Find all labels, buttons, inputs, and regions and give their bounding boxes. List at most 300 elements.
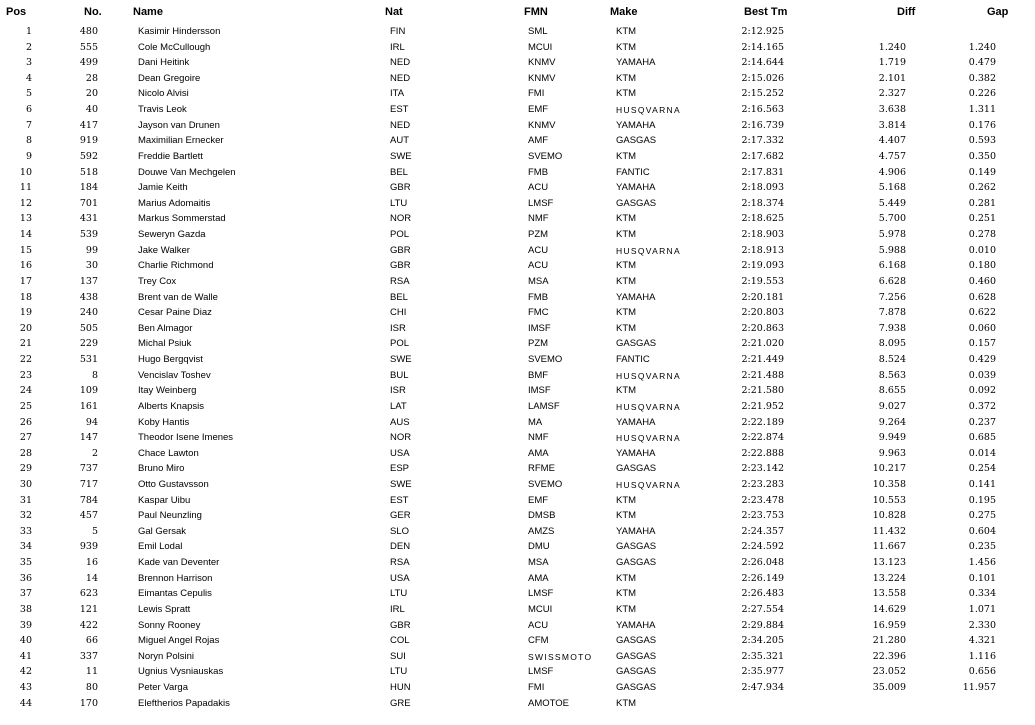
- nationality-cell: BEL: [390, 166, 408, 178]
- rider-number-cell: 737: [79, 463, 98, 475]
- gap-cell: 0.092: [968, 385, 996, 397]
- rider-name-cell: Sonny Rooney: [138, 619, 201, 631]
- nationality-cell: NED: [390, 72, 411, 84]
- make-cell: KTM: [616, 26, 637, 37]
- rider-name-cell: Freddie Bartlett: [138, 150, 203, 162]
- header-pos: Pos: [6, 6, 27, 18]
- diff-cell: 7.938: [878, 322, 906, 334]
- table-row: [0, 260, 1035, 276]
- rider-name-cell: Noryn Polsini: [138, 650, 194, 662]
- diff-cell: 2.101: [878, 72, 906, 84]
- rider-name-cell: Dani Heitink: [138, 57, 190, 69]
- make-cell: YAMAHA: [616, 447, 656, 459]
- gap-cell: 0.262: [968, 182, 996, 194]
- best-time-cell: 2:18.374: [741, 197, 784, 209]
- table-row: [0, 182, 1035, 198]
- table-row: [0, 245, 1035, 261]
- rider-number-cell: 5: [91, 525, 98, 537]
- diff-cell: 8.563: [878, 369, 906, 381]
- federation-cell: SVEMO: [528, 150, 563, 162]
- nationality-cell: SWE: [390, 478, 412, 490]
- best-time-cell: 2:19.093: [741, 260, 784, 272]
- gap-cell: 0.237: [968, 416, 996, 428]
- nationality-cell: NOR: [390, 432, 412, 444]
- table-row: [0, 370, 1035, 386]
- best-time-cell: 2:14.644: [741, 57, 784, 69]
- position-cell: 39: [19, 619, 32, 631]
- nationality-cell: ITA: [390, 88, 405, 100]
- rider-number-cell: 240: [79, 307, 98, 319]
- nationality-cell: AUS: [390, 416, 410, 428]
- best-time-cell: 2:18.625: [741, 213, 784, 225]
- make-cell: KTM: [616, 275, 637, 287]
- best-time-cell: 2:18.913: [741, 244, 784, 256]
- federation-cell: AMZS: [528, 525, 555, 537]
- make-cell: GASGAS: [616, 541, 657, 553]
- rider-name-cell: Vencislav Toshev: [138, 369, 211, 381]
- nationality-cell: NED: [390, 57, 411, 69]
- best-time-cell: 2:23.753: [741, 510, 784, 522]
- diff-cell: 10.553: [872, 494, 906, 506]
- table-row: [0, 292, 1035, 308]
- rider-number-cell: 422: [79, 619, 98, 631]
- nationality-cell: SUI: [390, 650, 406, 662]
- table-row: [0, 120, 1035, 136]
- nationality-cell: DEN: [390, 541, 411, 553]
- gap-cell: 2.330: [968, 619, 996, 631]
- position-cell: 8: [25, 135, 32, 147]
- diff-cell: 10.828: [872, 510, 906, 522]
- gap-cell: 0.479: [968, 57, 996, 69]
- diff-cell: 6.628: [878, 275, 906, 287]
- make-cell: GASGAS: [616, 338, 657, 350]
- nationality-cell: EST: [390, 494, 409, 506]
- header-fmn: FMN: [524, 6, 548, 18]
- rider-name-cell: Ben Almagor: [138, 322, 193, 334]
- federation-cell: AMA: [528, 572, 549, 584]
- diff-cell: 9.027: [878, 400, 906, 412]
- federation-cell: FMI: [528, 88, 545, 100]
- make-cell: HUSQVARNA: [616, 433, 681, 444]
- diff-cell: 4.407: [878, 135, 906, 147]
- nationality-cell: GER: [390, 510, 411, 522]
- rider-name-cell: Nicolo Alvisi: [138, 88, 189, 100]
- nationality-cell: EST: [390, 104, 409, 116]
- rider-number-cell: 99: [85, 244, 98, 256]
- rider-name-cell: Hugo Bergqvist: [138, 354, 203, 366]
- gap-cell: 0.141: [968, 478, 996, 490]
- header-name: Name: [133, 6, 163, 18]
- gap-cell: 0.656: [968, 666, 996, 678]
- position-cell: 42: [19, 666, 32, 678]
- gap-cell: 0.429: [968, 354, 996, 366]
- rider-number-cell: 555: [79, 41, 98, 53]
- rider-name-cell: Paul Neunzling: [138, 510, 202, 522]
- table-row: [0, 276, 1035, 292]
- make-cell: KTM: [616, 72, 637, 84]
- table-row: [0, 510, 1035, 526]
- gap-cell: 1.071: [968, 603, 996, 615]
- nationality-cell: LTU: [390, 666, 408, 678]
- rider-number-cell: 919: [79, 135, 98, 147]
- nationality-cell: RSA: [390, 557, 410, 569]
- diff-cell: 1.240: [878, 41, 906, 53]
- federation-cell: LMSF: [528, 197, 554, 209]
- rider-number-cell: 623: [79, 588, 98, 600]
- table-row: [0, 307, 1035, 323]
- diff-cell: 16.959: [872, 619, 906, 631]
- make-cell: KTM: [616, 229, 637, 241]
- best-time-cell: 2:19.553: [741, 275, 784, 287]
- make-cell: KTM: [616, 697, 637, 709]
- table-row: [0, 26, 1035, 42]
- federation-cell: BMF: [528, 369, 549, 381]
- nationality-cell: LTU: [390, 588, 408, 600]
- make-cell: KTM: [616, 572, 637, 584]
- table-row: [0, 354, 1035, 370]
- gap-cell: 1.311: [968, 104, 996, 116]
- federation-cell: KNMV: [528, 57, 556, 69]
- table-row: [0, 588, 1035, 604]
- best-time-cell: 2:47.934: [741, 682, 784, 694]
- nationality-cell: NOR: [390, 213, 412, 225]
- position-cell: 7: [25, 119, 32, 131]
- best-time-cell: 2:20.863: [741, 322, 784, 334]
- federation-cell: EMF: [528, 104, 549, 116]
- nationality-cell: HUN: [390, 682, 411, 694]
- rider-number-cell: 505: [79, 322, 98, 334]
- best-time-cell: 2:22.189: [741, 416, 784, 428]
- federation-cell: MSA: [528, 275, 549, 287]
- diff-cell: 11.667: [872, 541, 906, 553]
- rider-number-cell: 417: [79, 119, 98, 131]
- table-row: [0, 635, 1035, 651]
- nationality-cell: GBR: [390, 260, 411, 272]
- make-cell: GASGAS: [616, 197, 657, 209]
- make-cell: YAMAHA: [616, 291, 656, 303]
- federation-cell: PZM: [528, 338, 549, 350]
- nationality-cell: CHI: [390, 307, 407, 319]
- table-row: [0, 338, 1035, 354]
- best-time-cell: 2:17.332: [741, 135, 784, 147]
- nationality-cell: GRE: [390, 697, 411, 709]
- table-row: [0, 323, 1035, 339]
- best-time-cell: 2:26.483: [741, 588, 784, 600]
- table-row: [0, 229, 1035, 245]
- best-time-cell: 2:34.205: [741, 635, 784, 647]
- rider-name-cell: Brennon Harrison: [138, 572, 213, 584]
- make-cell: HUSQVARNA: [616, 401, 681, 412]
- make-cell: KTM: [616, 150, 637, 162]
- federation-cell: RFME: [528, 463, 555, 475]
- rider-number-cell: 531: [79, 354, 98, 366]
- best-time-cell: 2:17.831: [741, 166, 784, 178]
- best-time-cell: 2:15.252: [741, 88, 784, 100]
- table-row: [0, 573, 1035, 589]
- diff-cell: 22.396: [872, 650, 906, 662]
- make-cell: GASGAS: [616, 650, 657, 662]
- federation-cell: EMF: [528, 494, 549, 506]
- rider-name-cell: Seweryn Gazda: [138, 229, 206, 241]
- rider-name-cell: Chace Lawton: [138, 447, 199, 459]
- table-row: [0, 604, 1035, 620]
- rider-name-cell: Bruno Miro: [138, 463, 185, 475]
- gap-cell: 0.281: [968, 197, 996, 209]
- federation-cell: SVEMO: [528, 354, 563, 366]
- position-cell: 16: [19, 260, 32, 272]
- position-cell: 18: [19, 291, 32, 303]
- diff-cell: 2.327: [878, 88, 906, 100]
- position-cell: 29: [19, 463, 32, 475]
- diff-cell: 23.052: [872, 666, 906, 678]
- nationality-cell: COL: [390, 635, 410, 647]
- best-time-cell: 2:18.903: [741, 229, 784, 241]
- rider-number-cell: 20: [85, 88, 98, 100]
- rider-number-cell: 170: [79, 697, 98, 709]
- federation-cell: MCUI: [528, 603, 553, 615]
- gap-cell: 0.622: [968, 307, 996, 319]
- federation-cell: LMSF: [528, 666, 554, 678]
- nationality-cell: LTU: [390, 197, 408, 209]
- gap-cell: 0.149: [968, 166, 996, 178]
- gap-cell: 0.278: [968, 229, 996, 241]
- rider-name-cell: Eleftherios Papadakis: [138, 697, 230, 709]
- table-row: [0, 135, 1035, 151]
- nationality-cell: RSA: [390, 275, 410, 287]
- nationality-cell: BUL: [390, 369, 409, 381]
- gap-cell: 0.254: [968, 463, 996, 475]
- rider-number-cell: 137: [79, 275, 98, 287]
- best-time-cell: 2:21.449: [741, 354, 784, 366]
- make-cell: KTM: [616, 588, 637, 600]
- position-cell: 4: [25, 72, 32, 84]
- position-cell: 31: [19, 494, 32, 506]
- diff-cell: 1.719: [878, 57, 906, 69]
- diff-cell: 9.264: [878, 416, 906, 428]
- table-row: [0, 73, 1035, 89]
- federation-cell: FMB: [528, 166, 549, 178]
- nationality-cell: FIN: [390, 26, 406, 37]
- header-diff: Diff: [897, 6, 916, 18]
- gap-cell: 0.226: [968, 88, 996, 100]
- table-row: [0, 385, 1035, 401]
- gap-cell: 0.372: [968, 400, 996, 412]
- make-cell: YAMAHA: [616, 416, 656, 428]
- diff-cell: 8.095: [878, 338, 906, 350]
- make-cell: YAMAHA: [616, 119, 656, 131]
- rider-name-cell: Charlie Richmond: [138, 260, 214, 272]
- make-cell: GASGAS: [616, 557, 657, 569]
- nationality-cell: LAT: [390, 400, 407, 412]
- rider-name-cell: Jamie Keith: [138, 182, 188, 194]
- federation-cell: AMOTOE: [528, 697, 569, 709]
- gap-cell: 1.116: [968, 650, 996, 662]
- diff-cell: 5.978: [878, 229, 906, 241]
- rider-number-cell: 939: [79, 541, 98, 553]
- nationality-cell: POL: [390, 229, 410, 241]
- make-cell: HUSQVARNA: [616, 105, 681, 116]
- federation-cell: AMA: [528, 447, 549, 459]
- make-cell: KTM: [616, 88, 637, 100]
- nationality-cell: BEL: [390, 291, 408, 303]
- table-row: [0, 526, 1035, 542]
- best-time-cell: 2:23.478: [741, 494, 784, 506]
- federation-cell: NMF: [528, 213, 549, 225]
- position-cell: 24: [19, 385, 32, 397]
- best-time-cell: 2:20.803: [741, 307, 784, 319]
- rider-number-cell: 431: [79, 213, 98, 225]
- federation-cell: FMI: [528, 682, 545, 694]
- position-cell: 22: [19, 354, 32, 366]
- best-time-cell: 2:16.563: [741, 104, 784, 116]
- table-row: [0, 198, 1035, 214]
- federation-cell: DMSB: [528, 510, 556, 522]
- table-row: [0, 213, 1035, 229]
- diff-cell: 3.638: [878, 104, 906, 116]
- table-row: [0, 57, 1035, 73]
- make-cell: KTM: [616, 385, 637, 397]
- nationality-cell: GBR: [390, 182, 411, 194]
- rider-name-cell: Kasimir Hindersson: [138, 26, 221, 37]
- diff-cell: 14.629: [872, 603, 906, 615]
- best-time-cell: 2:23.283: [741, 478, 784, 490]
- make-cell: YAMAHA: [616, 57, 656, 69]
- make-cell: KTM: [616, 322, 637, 334]
- gap-cell: 0.382: [968, 72, 996, 84]
- position-cell: 34: [19, 541, 32, 553]
- make-cell: KTM: [616, 494, 637, 506]
- table-header: [0, 6, 1035, 22]
- gap-cell: 0.604: [968, 525, 996, 537]
- nationality-cell: SWE: [390, 150, 412, 162]
- gap-cell: 0.685: [968, 432, 996, 444]
- table-row: [0, 104, 1035, 120]
- make-cell: YAMAHA: [616, 525, 656, 537]
- federation-cell: IMSF: [528, 385, 551, 397]
- rider-number-cell: 8: [91, 369, 98, 381]
- position-cell: 28: [19, 447, 32, 459]
- position-cell: 30: [19, 478, 32, 490]
- position-cell: 19: [19, 307, 32, 319]
- table-row: [0, 463, 1035, 479]
- rider-name-cell: Alberts Knapsis: [138, 400, 205, 412]
- best-time-cell: 2:22.888: [741, 447, 784, 459]
- best-time-cell: 2:17.682: [741, 150, 784, 162]
- rider-name-cell: Kade van Deventer: [138, 557, 220, 569]
- diff-cell: 7.878: [878, 307, 906, 319]
- table-row: [0, 651, 1035, 667]
- diff-cell: 13.123: [872, 557, 906, 569]
- rider-name-cell: Jake Walker: [138, 244, 190, 256]
- nationality-cell: USA: [390, 572, 410, 584]
- best-time-cell: 2:14.165: [741, 41, 784, 53]
- position-cell: 21: [19, 338, 32, 350]
- nationality-cell: POL: [390, 338, 410, 350]
- position-cell: 25: [19, 400, 32, 412]
- position-cell: 35: [19, 557, 32, 569]
- diff-cell: 13.224: [872, 572, 906, 584]
- gap-cell: 0.460: [968, 275, 996, 287]
- rider-number-cell: 16: [85, 557, 98, 569]
- gap-cell: 0.593: [968, 135, 996, 147]
- diff-cell: 9.949: [878, 432, 906, 444]
- position-cell: 41: [19, 650, 32, 662]
- rider-name-cell: Eimantas Cepulis: [138, 588, 212, 600]
- position-cell: 20: [19, 322, 32, 334]
- federation-cell: ACU: [528, 260, 549, 272]
- best-time-cell: 2:27.554: [741, 603, 784, 615]
- position-cell: 32: [19, 510, 32, 522]
- rider-name-cell: Miguel Angel Rojas: [138, 635, 220, 647]
- best-time-cell: 2:21.580: [741, 385, 784, 397]
- gap-cell: 0.334: [968, 588, 996, 600]
- gap-cell: 1.240: [968, 41, 996, 53]
- table-row: [0, 557, 1035, 573]
- rider-number-cell: 539: [79, 229, 98, 241]
- nationality-cell: ISR: [390, 322, 406, 334]
- gap-cell: 4.321: [968, 635, 996, 647]
- make-cell: KTM: [616, 307, 637, 319]
- rider-name-cell: Trey Cox: [138, 275, 177, 287]
- rider-name-cell: Itay Weinberg: [138, 385, 197, 397]
- rider-number-cell: 499: [79, 57, 98, 69]
- table-row: [0, 479, 1035, 495]
- position-cell: 6: [25, 104, 32, 116]
- rider-number-cell: 161: [79, 400, 98, 412]
- diff-cell: 5.988: [878, 244, 906, 256]
- rider-number-cell: 518: [79, 166, 98, 178]
- position-cell: 11: [19, 182, 32, 194]
- table-row: [0, 448, 1035, 464]
- diff-cell: 10.358: [872, 478, 906, 490]
- rider-number-cell: 337: [79, 650, 98, 662]
- rider-number-cell: 121: [79, 603, 98, 615]
- rider-name-cell: Koby Hantis: [138, 416, 190, 428]
- federation-cell: ACU: [528, 244, 549, 256]
- rider-name-cell: Markus Sommerstad: [138, 213, 226, 225]
- make-cell: GASGAS: [616, 135, 657, 147]
- position-cell: 27: [19, 432, 32, 444]
- best-time-cell: 2:21.488: [741, 369, 784, 381]
- gap-cell: 0.010: [968, 244, 996, 256]
- diff-cell: 5.700: [878, 213, 906, 225]
- diff-cell: 13.558: [872, 588, 906, 600]
- rider-name-cell: Jayson van Drunen: [138, 119, 220, 131]
- federation-cell: KNMV: [528, 72, 556, 84]
- federation-cell: PZM: [528, 229, 549, 241]
- table-row: [0, 151, 1035, 167]
- federation-cell: CFM: [528, 635, 549, 647]
- diff-cell: 8.655: [878, 385, 906, 397]
- make-cell: FANTIC: [616, 166, 650, 178]
- diff-cell: 21.280: [872, 635, 906, 647]
- best-time-cell: 2:23.142: [741, 463, 784, 475]
- gap-cell: 0.060: [968, 322, 996, 334]
- header-nat: Nat: [385, 6, 403, 18]
- rider-number-cell: 14: [85, 572, 98, 584]
- federation-cell: AMF: [528, 135, 549, 147]
- position-cell: 44: [19, 697, 32, 709]
- federation-cell: SWISSMOTO: [528, 651, 593, 662]
- federation-cell: MA: [528, 416, 543, 428]
- diff-cell: 4.757: [878, 150, 906, 162]
- federation-cell: LMSF: [528, 588, 554, 600]
- header-best-time: Best Tm: [744, 6, 788, 18]
- rider-name-cell: Douwe Van Mechgelen: [138, 166, 236, 178]
- best-time-cell: 2:15.026: [741, 72, 784, 84]
- gap-cell: 0.180: [968, 260, 996, 272]
- make-cell: GASGAS: [616, 463, 657, 475]
